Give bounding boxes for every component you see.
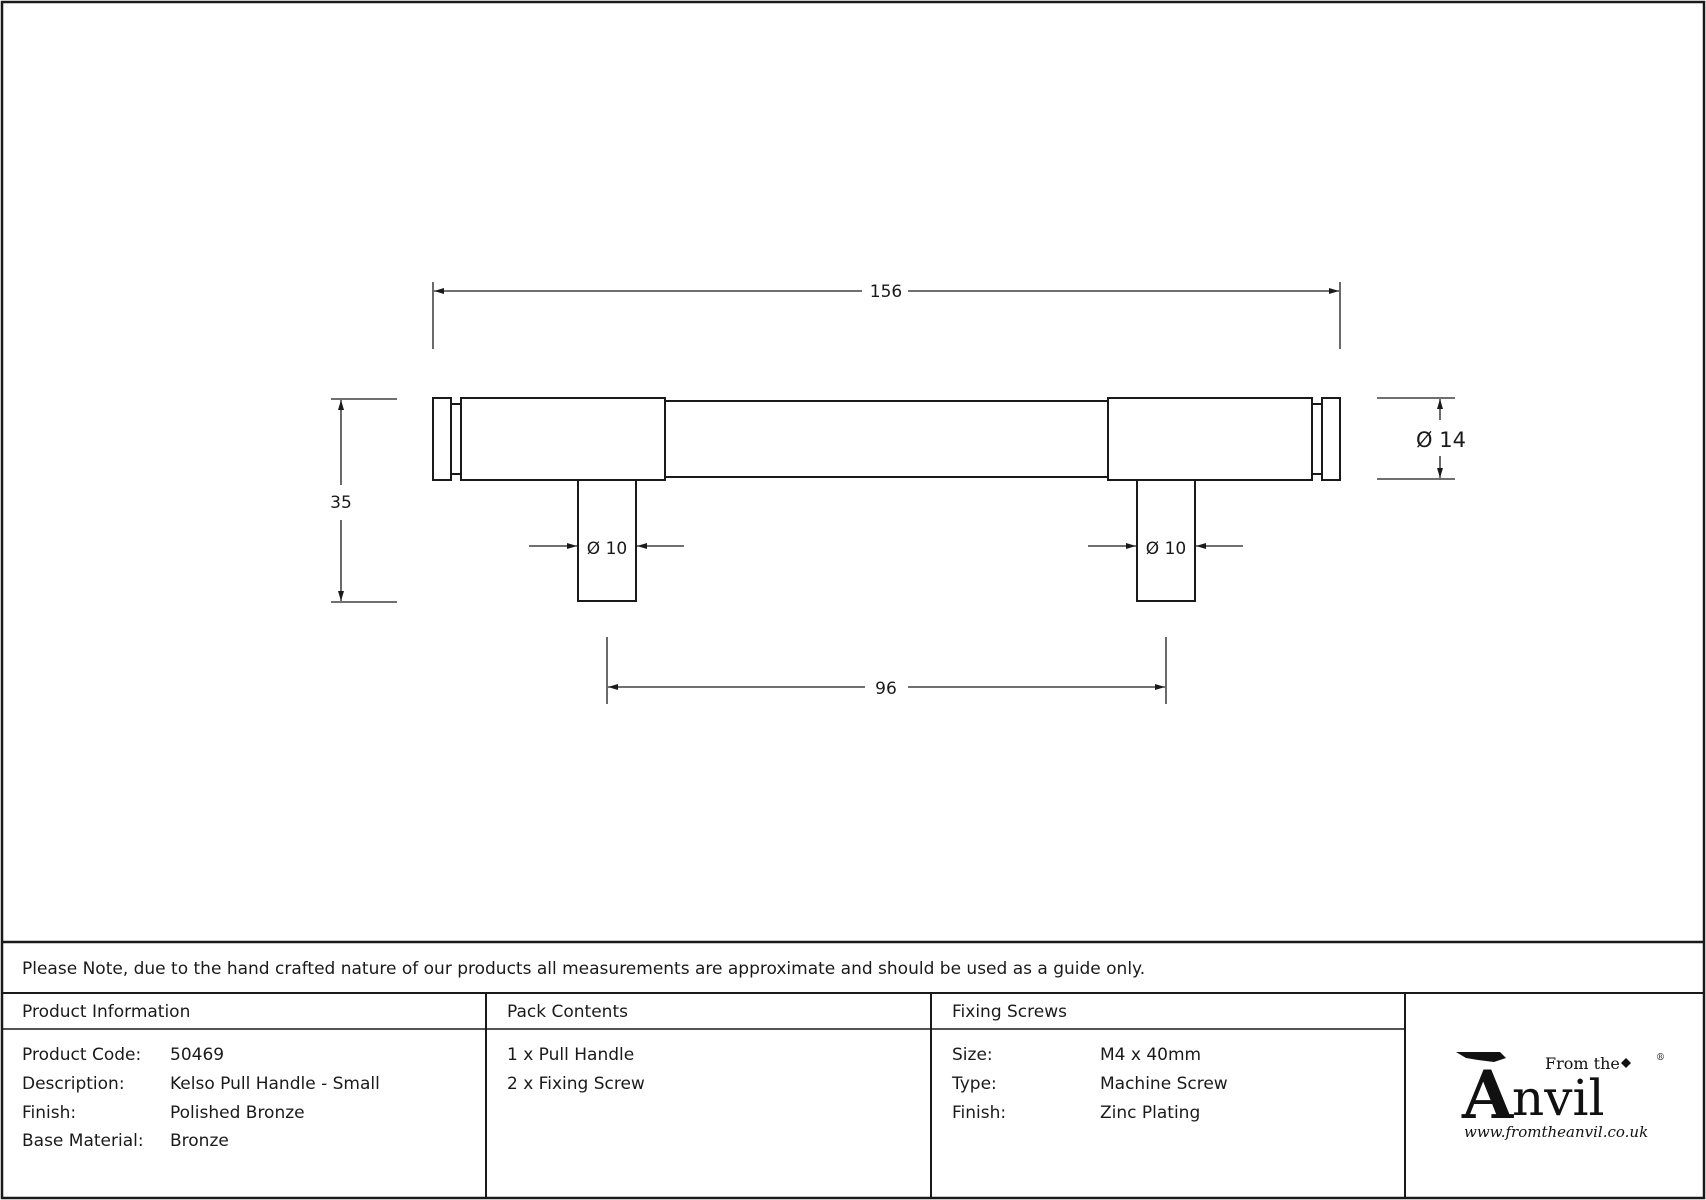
left-sleeve bbox=[461, 398, 665, 480]
screw-type-value: Machine Screw bbox=[1100, 1074, 1228, 1094]
right-end-cap bbox=[1322, 398, 1340, 480]
left-collar bbox=[451, 404, 461, 474]
bar-diameter-label: Ø 14 bbox=[1416, 428, 1466, 452]
screw-size-label: Size: bbox=[952, 1045, 993, 1065]
finish-label: Finish: bbox=[22, 1103, 77, 1123]
measurement-note: Please Note, due to the hand crafted nature of our products all measurements are approximate and should be used as a guide only. bbox=[22, 959, 1146, 979]
logo-brand-rest: nvil bbox=[1512, 1069, 1605, 1127]
logo-from-the: From the bbox=[1545, 1054, 1620, 1073]
title-block-lines bbox=[2, 942, 1704, 1198]
overall-length-label: 156 bbox=[869, 282, 903, 302]
screw-type-label: Type: bbox=[952, 1074, 997, 1094]
screw-finish-label: Finish: bbox=[952, 1103, 1007, 1123]
pack-item: 2 x Fixing Screw bbox=[507, 1074, 645, 1094]
logo-registered-mark: ® bbox=[1656, 1053, 1665, 1063]
diamond-icon bbox=[1621, 1058, 1631, 1068]
center-bar bbox=[665, 401, 1108, 477]
fixing-screws-heading: Fixing Screws bbox=[952, 1002, 1067, 1022]
base-material-label: Base Material: bbox=[22, 1131, 144, 1151]
height-label: 35 bbox=[330, 493, 352, 513]
logo-brand-initial: A bbox=[1462, 1056, 1514, 1134]
right-sleeve bbox=[1108, 398, 1312, 480]
logo-url: www.fromtheanvil.co.uk bbox=[1464, 1123, 1649, 1141]
base-material-value: Bronze bbox=[170, 1131, 229, 1151]
right-post-diameter-label: Ø 10 bbox=[1145, 539, 1187, 559]
product-information-heading: Product Information bbox=[22, 1002, 191, 1022]
left-post-diameter-label: Ø 10 bbox=[586, 539, 628, 559]
left-end-cap bbox=[433, 398, 451, 480]
centres-label: 96 bbox=[875, 679, 897, 699]
description-label: Description: bbox=[22, 1074, 125, 1094]
description-value: Kelso Pull Handle - Small bbox=[170, 1074, 380, 1094]
handle-outline bbox=[433, 398, 1340, 601]
from-the-anvil-logo bbox=[1456, 1052, 1665, 1141]
product-code-value: 50469 bbox=[170, 1045, 225, 1065]
product-code-label: Product Code: bbox=[22, 1045, 142, 1065]
right-collar bbox=[1312, 404, 1322, 474]
finish-value: Polished Bronze bbox=[170, 1103, 305, 1123]
screw-finish-value: Zinc Plating bbox=[1100, 1103, 1201, 1123]
pack-contents-heading: Pack Contents bbox=[507, 1002, 628, 1022]
screw-size-value: M4 x 40mm bbox=[1100, 1045, 1202, 1065]
sheet-border bbox=[2, 2, 1704, 1198]
pack-item: 1 x Pull Handle bbox=[507, 1045, 635, 1065]
